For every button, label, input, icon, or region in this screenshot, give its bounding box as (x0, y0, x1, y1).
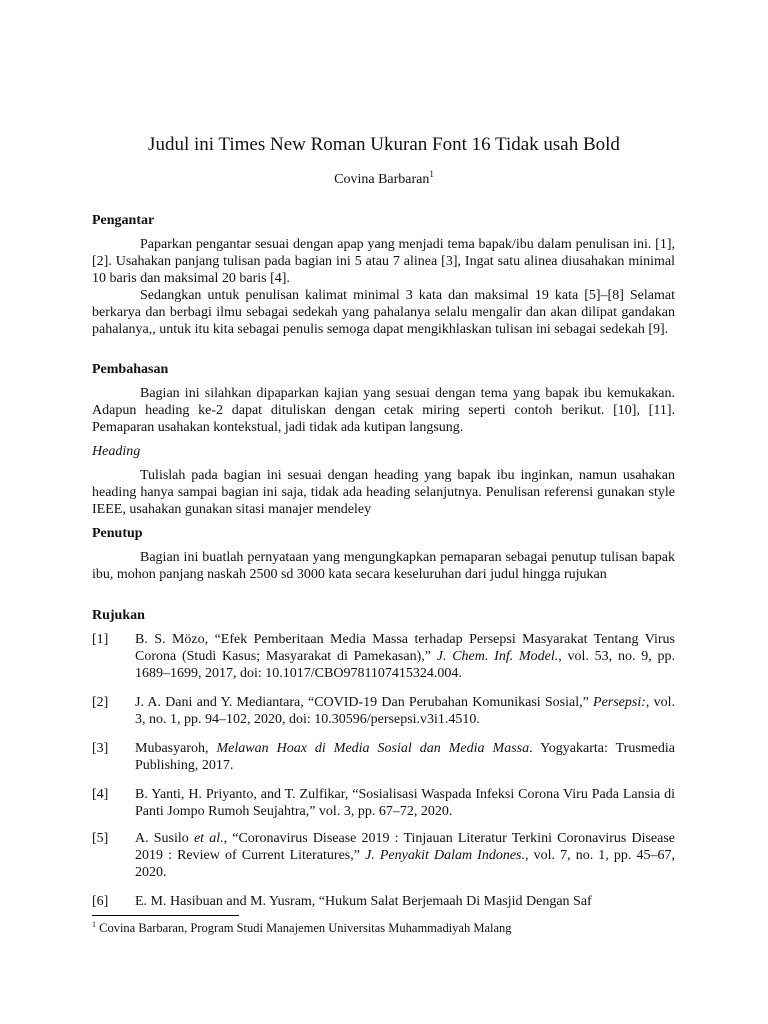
penutup-paragraph-1: Bagian ini buatlah pernyataan yang mengungkapkan pemaparan sebagai penutup tulisan bapak ibu, mohon panjang naskah 2500 sd 3000 kata secara keseluruhan dari judul hingga rujukan (92, 550, 675, 582)
subheading-heading: Heading (92, 444, 141, 459)
author-line (0, 171, 768, 189)
reference-text: Mubasyaroh, Melawan Hoax di Media Sosial dan Media Massa. Yogyakarta: Trusmedia Publishing, 2017. (135, 741, 675, 773)
section-heading-pembahasan: Pembahasan (92, 362, 169, 377)
reference-text: J. A. Dani and Y. Mediantara, “COVID-19 Dan Perubahan Komunikasi Sosial,” Persepsi:, vol. 3, no. 1, pp. 94–102, 2020, doi: 10.30596/persepsi.v3i1.4510. (135, 695, 676, 727)
footnote-mark: 1 (92, 920, 96, 929)
author-footnote-mark: 1 (429, 169, 434, 179)
reference-text: B. S. Mözo, “Efek Pemberitaan Media Massa terhadap Persepsi Masyarakat Tentang Virus Corona (Studi Kasus; Masyarakat di Pamekasan),” J. Chem. Inf. Model., vol. 53, no. 9, pp. 1689–1699, 2017, doi: 10.1017/CBO9781107415324.004. (135, 632, 675, 681)
footnote-text: Covina Barbaran, Program Studi Manajemen Universitas Muhammadiyah Malang (96, 921, 512, 935)
pengantar-paragraph-1: Paparkan pengantar sesuai dengan apap yang menjadi tema bapak/ibu dalam penulisan ini. [1], [2]. Usahakan panjang tulisan pada bagian ini 5 atau 7 alinea [3], Ingat satu alinea diusahakan minimal 10 baris dan maksimal 20 baris [4]. (92, 237, 675, 286)
reference-number: [3] (92, 741, 109, 756)
paper-title: Judul ini Times New Roman Ukuran Font 16 Tidak usah Bold (148, 134, 620, 155)
footnote (92, 921, 512, 936)
reference-text: E. M. Hasibuan and M. Yusram, “Hukum Salat Berjemaah Di Masjid Dengan Saf (135, 894, 592, 909)
reference-number: [4] (92, 787, 109, 802)
section-heading-rujukan: Rujukan (92, 608, 145, 623)
heading-paragraph-1: Tulislah pada bagian ini sesuai dengan heading yang bapak ibu inginkan, namun usahakan heading hanya sampai bagian ini saja, tidak ada heading selanjutnya. Penulisan referensi gunakan style IEEE, usahakan gunakan sitasi manajer mendeley (92, 468, 675, 517)
footnote-divider (92, 915, 239, 916)
section-heading-pengantar: Pengantar (92, 213, 155, 228)
reference-text: B. Yanti, H. Priyanto, and T. Zulfikar, “Sosialisasi Waspada Infeksi Corona Viru Pada Lansia di Panti Jompo Rumoh Seujahtra,” vol. 3, pp. 67–72, 2020. (135, 787, 675, 819)
pengantar-paragraph-2: Sedangkan untuk penulisan kalimat minimal 3 kata dan maksimal 19 kata [5]–[8] Selamat berkarya dan berbagi ilmu sebagai sedekah yang pahalanya selalu mengalir dan akan dilipat gandakan pahalanya,, untuk itu kita sebagai penulis semoga dapat mengikhlaskan tulisan ini sebagai sedekah [9]. (92, 288, 675, 337)
reference-text: A. Susilo et al., “Coronavirus Disease 2019 : Tinjauan Literatur Terkini Coronavirus Disease 2019 : Review of Current Literatures,” J. Penyakit Dalam Indones., vol. 7, no. 1, pp. 45–67, 2020. (135, 831, 676, 880)
section-heading-penutup: Penutup (92, 526, 143, 541)
author-name: Covina Barbaran (334, 172, 430, 187)
reference-number: [6] (92, 894, 109, 909)
reference-number: [2] (92, 695, 109, 710)
reference-number: [1] (92, 632, 109, 647)
reference-number: [5] (92, 831, 109, 846)
pembahasan-paragraph-1: Bagian ini silahkan dipaparkan kajian yang sesuai dengan tema yang bapak ibu kemukakan. Adapun heading ke-2 dapat dituliskan dengan cetak miring seperti contoh berikut. [10], [11]. Pemaparan usahakan kontekstual, jadi tidak ada kutipan langsung. (92, 386, 675, 435)
